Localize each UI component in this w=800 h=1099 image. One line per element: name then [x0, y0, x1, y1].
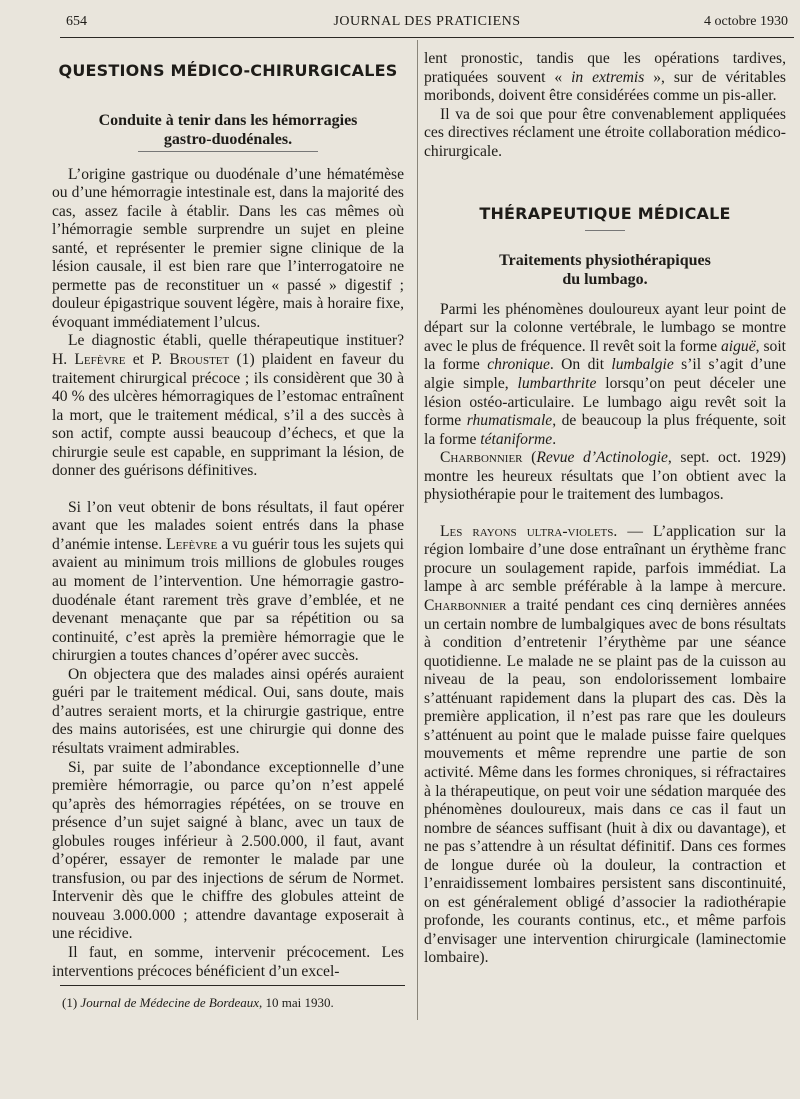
italic-term: tétaniforme: [480, 430, 553, 448]
paragraph-objection: On objectera que des malades ainsi opérés auraient guéri par le traitement médical. Oui, sans doute, mais d’autres seraient morts, et la chirurgie gastrique, entre des mains autorisées, est une chirurgie qui donne des résultats vraiment admirables.: [52, 665, 404, 757]
author-charbonnier: Charbonnier: [424, 597, 507, 615]
spacer: [424, 505, 786, 523]
article-title-line-2: gastro-duodénales.: [163, 130, 293, 148]
paragraph-rayons-ultra-violets: [424, 523, 786, 968]
text-run: », sur de véritables moribonds, doivent être considérées comme un pis-aller.: [424, 68, 786, 105]
paragraph-transfusion: Si, par suite de l’abondance exceptionnelle d’une première hémorragie, ou parce qu’on n’est appelé qu’après des hémorragies répétées, on se trouve en présence d’un sujet saigné à blanc, avec un taux de globules rouges inférieur à 2.500.000, il faut, avant d’opérer, essayer de remonter le malade par une transfusion, ou par des injections de sérum de Normet. Intervenir dès que le chiffre des globules atteint de nouveau 3.000.000 ; attendre davantage exposerait à une récidive.: [52, 758, 404, 943]
right-column: [424, 50, 786, 968]
article-title-line-2: du lumbago.: [562, 270, 648, 288]
text-run: , soit la forme: [424, 337, 786, 374]
section-title-therapeutique: THÉRAPEUTIQUE MÉDICALE: [479, 204, 731, 224]
article-title-hemorragies: [52, 111, 404, 149]
section-title-medico-chirurgicales: QUESTIONS MÉDICO-CHIRURGICALES: [58, 61, 398, 80]
footnote-rule: [60, 985, 405, 986]
italic-term: lumbalgie: [611, 356, 674, 374]
spacer: [52, 481, 404, 499]
author-charbonnier: Charbonnier: [440, 449, 523, 467]
footnote-date: , 10 mai 1930.: [258, 995, 334, 1010]
italic-term: lumbarthrite: [517, 375, 597, 393]
paragraph-diagnostic: [52, 332, 404, 480]
text-run: lent pronostic, tandis que les opérations tardives, pratiquées souvent «: [424, 50, 786, 86]
text-run: a traité pendant ces cinq dernières années un certain nombre de lumbalgiques avec de bons résultats à condition d’entretenir l’érythème par une séance quotidienne. Le malade ne se plaint pas de la cuisson au niveau de la peau, son endolorissement lombaire s’atténuant rapidement dans la plupart des cas. Dès la première application, il n’est pas rare que les douleurs s’atténuent au point que le malade puisse faire quelques mouvements et même reprendre une partie de son activité. Même dans les formes chroniques, si réfractaires à la thérapeutique, on peut voir une sédation marquée des phénomènes douloureux, mais dans ce cas il faut un nombre de séances suffisant (huit à dix ou davantage), et ne pas s’attendre à un résultat définitif. Dans ces formes de longue durée où la douleur, la contraction et l’enraidissement lombaires persistent sans discontinuité, on est généralement obligé d’associer la radiothérapie profonde, les courants continus, etc., et même parfois d’envisager une intervention chirurgicale (laminectomie lombaire).: [424, 597, 786, 967]
paragraph-charbonnier: [424, 449, 786, 505]
footnote-source: Journal de Médecine de Bordeaux: [80, 995, 259, 1010]
italic-term: aiguë: [720, 337, 756, 355]
issue-date: 4 octobre 1930: [704, 14, 788, 29]
text-run: , sept. oct. 1929) montre les heureux résultats que l’on obtient avec la physiothérapie pour le traitement des lumbagos.: [424, 449, 786, 504]
article-rule: [138, 151, 318, 152]
left-column: [52, 50, 404, 981]
text-run: .: [552, 430, 557, 448]
page-number: 654: [66, 14, 87, 29]
text-run: Si l’on veut obtenir de bons résultats, il faut opérer avant que les malades soient entrés dans la phase d’anémie intense.: [52, 498, 404, 553]
article-title-line-1: Conduite à tenir dans les hémorragies: [98, 111, 358, 129]
text-run: a vu guérir tous les sujets qui avaient au minimum trois millions de globules rouges au moment de l’intervention. Une hémorragie gastro-duodénale étant rarement très grave d’emblée, et ne devenant menaçante que par sa répétition ou sa continuité, c’est après la première hémorragie que le chirurgien a toutes chances d’opérer avec succès.: [52, 535, 404, 665]
paragraph-collaboration: Il va de soi que pour être convenablement appliquées ces directives réclament une étroite collaboration médico-chirurgicale.: [424, 105, 786, 160]
italic-term: in extremis: [571, 68, 645, 86]
footnote-marker: (1): [62, 995, 81, 1010]
author-lefevre: Lefèvre: [166, 535, 218, 553]
text-run: (1) plaident en faveur du traitement chirurgical précoce ; ils considèrent que 30 à 40 % des ulcères hémorragiques de l’estomac entraînent la mort, que le traitement médical, s’il a des succès à son actif, compte aussi beaucoup d’échecs, et que la chirurgie seule est capable, en supprimant la lésion, de donner des guérisons définitives.: [52, 351, 404, 480]
text-run: Le diagnostic établi, quelle thérapeutique instituer? H.: [52, 332, 404, 369]
paragraph-phenomenes: [424, 301, 786, 449]
text-run: (: [522, 449, 537, 467]
running-header: [66, 14, 788, 36]
italic-term: Revue d’Actinologie: [536, 449, 668, 467]
text-run: et P.: [125, 351, 170, 369]
text-run: — L’application sur la région lombaire d’une dose entraînant un érythème franc procure un soulagement rapide, parfois immédiat. La lampe à arc semble préférable à la lampe à mercure.: [424, 522, 786, 596]
italic-term: chronique: [487, 356, 550, 374]
paragraph-conclusion: Il faut, en somme, intervenir précocement. Les interventions précoces bénéficient d’un excel-: [52, 943, 404, 980]
text-run: lorsqu’on peut déceler une lésion ostéo-articulaire. Le lumbago aigu revêt soit la forme: [424, 375, 786, 430]
paragraph-resultats: [52, 499, 404, 666]
author-lefevre: Lefèvre: [74, 351, 126, 369]
article-title-lumbago: [424, 251, 786, 289]
text-run: , de beaucoup la plus fréquente, soit la forme: [424, 412, 786, 448]
text-run: s’il s’agit d’une algie simple,: [424, 356, 786, 393]
paragraph-origine: L’origine gastrique ou duodénale d’une hématémèse ou d’une hémorragie intestinale est, dans la majorité des cas, assez facile à établir. Dans les cas mêmes où l’hémorragie semble surprendre un sujet en pleine santé, et représenter le premier signe clinique de la lésion causale, il est bien rare que l’interrogatoire ne permette pas de reconstituer un « passé » digestif ; douleur épigastrique souvent légère, mais à horaire fixe, évoquant immédiatement l’ulcus.: [52, 165, 404, 331]
text-run: Parmi les phénomènes douloureux ayant leur point de départ sur la colonne vertébrale, le lumbago se montre avec le plus de fréquence. Il revêt soit la forme: [424, 300, 786, 355]
italic-term: rhumatismale: [466, 412, 553, 430]
paragraph-continuation: [424, 50, 786, 106]
footnote: [62, 995, 334, 1011]
spacer: [424, 289, 786, 301]
header-rule: [60, 37, 794, 38]
subsection-heading: Les rayons ultra-violets.: [440, 522, 618, 540]
journal-title: JOURNAL DES PRATICIENS: [333, 14, 521, 29]
spacer: [424, 161, 786, 205]
text-run: . On dit: [549, 356, 612, 374]
author-broustet: Broustet: [169, 351, 230, 369]
section-rule: [585, 230, 625, 231]
column-divider: [417, 40, 418, 1020]
article-title-line-1: Traitements physiothérapiques: [499, 251, 711, 269]
